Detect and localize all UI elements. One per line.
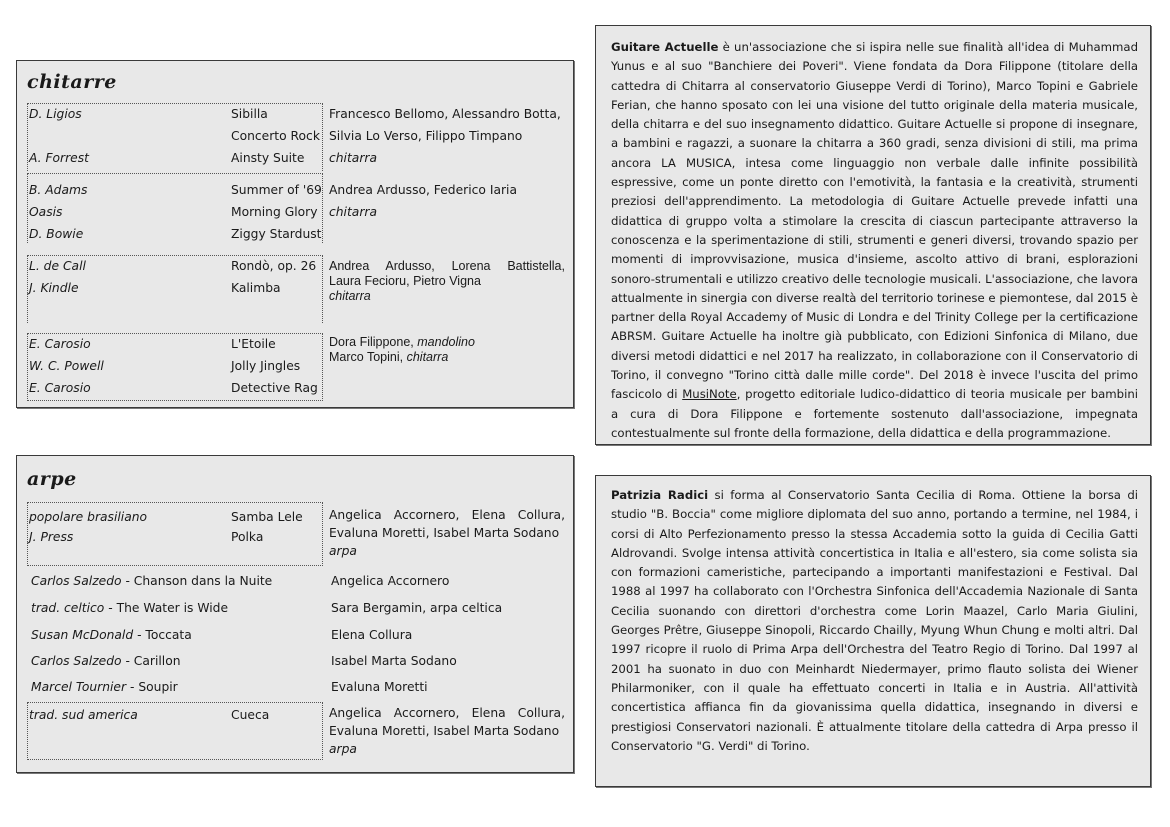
composer: E. Carosio <box>29 337 91 351</box>
guitare-actuelle-panel <box>595 25 1151 445</box>
performer: Sara Bergamin, arpa celtica <box>331 601 503 615</box>
instrument: arpa <box>329 544 357 558</box>
piece: Rondò, op. 26 <box>231 259 317 273</box>
performers: Silvia Lo Verso, Filippo Timpano <box>329 129 523 143</box>
bio-text: , progetto editoriale ludico-didattico di teoria musicale per bambini a cura di Dora Filippone e fortemente sostenuto dall'associazione, impegnata contestualmente sul fronte della formazione, della didattica e della programmazione. <box>611 387 1138 440</box>
composer: Oasis <box>29 205 63 219</box>
piece: - Toccata <box>133 628 192 642</box>
piece: Kalimba <box>231 281 281 295</box>
piece: Cueca <box>231 708 270 722</box>
piece: L'Etoile <box>231 337 276 351</box>
piece: Samba Lele <box>231 510 303 524</box>
composer: popolare brasiliano <box>29 510 148 524</box>
instrument: mandolino <box>417 335 475 349</box>
performers: Andrea Ardusso, Lorena Battistella, <box>329 259 565 273</box>
program-line <box>31 654 181 668</box>
patrizia-radici-panel <box>595 475 1151 787</box>
chitarre-title: chitarre <box>27 71 117 93</box>
piece: Summer of '69 <box>231 183 322 197</box>
performers-block <box>329 506 565 560</box>
composer: J. Kindle <box>29 281 79 295</box>
piece: - Soupir <box>126 680 178 694</box>
instrument: chitarra <box>329 205 377 219</box>
piece: Ainsty Suite <box>231 151 305 165</box>
program-line <box>31 601 228 615</box>
composer: W. C. Powell <box>29 359 104 373</box>
composer: A. Forrest <box>29 151 89 165</box>
composer: Marcel Tournier <box>31 680 127 694</box>
piece: - Carillon <box>121 654 181 668</box>
performer-line <box>329 350 565 365</box>
artist-name: Patrizia Radici <box>611 488 709 502</box>
instrument: chitarra <box>329 151 377 165</box>
composer: Susan McDonald <box>31 628 134 642</box>
piece: - The Water is Wide <box>104 601 229 615</box>
guitare-actuelle-bio <box>611 38 1138 443</box>
composer: L. de Call <box>29 259 86 273</box>
performer: Evaluna Moretti <box>331 680 428 694</box>
instrument: chitarra <box>329 289 371 303</box>
performer-line <box>329 335 565 350</box>
composer: Carlos Salzedo <box>31 574 122 588</box>
performer: Angelica Accornero <box>331 574 450 588</box>
performers: Evaluna Moretti, Isabel Marta Sodano <box>329 526 560 540</box>
piece: Sibilla <box>231 107 268 121</box>
piece: Jolly Jingles <box>231 359 301 373</box>
instrument: arpa <box>329 742 357 756</box>
performers-block <box>329 259 565 304</box>
composer: D. Ligios <box>29 107 82 121</box>
performers: Andrea Ardusso, Federico Iaria <box>329 183 517 197</box>
performer: Dora Filippone, <box>329 335 418 349</box>
performer: Marco Topini, <box>329 350 407 364</box>
bio-text: è un'associazione che si ispira nelle sue finalità all'idea di Muhammad Yunus e al suo "Banchiere dei Poveri". Viene fondata da Dora Filippone (titolare della cattedra di Chitarra al conservatorio Giuseppe Verdi di Torino), Marco Topini e Gabriele Ferian, che hanno sposato con lei una visione del tutto originale della materia musicale, della chitarra e del suo insegnamento didattico. Guitare Actuelle si propone di insegnare, a bambini e ragazzi, a suonare la chitarra a 360 gradi, senza divisioni di stili, ma prima ancora LA MUSICA, intesa come linguaggio non verbale dalle infinite possibilità espressive, come un ponte diretto con l'emotività, la fantasia e la creatività, strumenti preziosi dell'apprendimento. La metodologia di Guitare Actuelle prevede infatti una didattica di gruppo volta a stimolare la crescita di ciascun partecipante attraverso la conoscenza e la sperimentazione di stili, strumenti e generi diversi, trovando spazio per momenti di improvvisazione, musica d'insieme, ascolto attivo di brani, esplorazioni sonoro-strumentali e utilizzo creativo delle tecnologie musicali. L'associazione, che lavora attualmente in sinergia con diverse realtà del territorio torinese e piemontese, dal 2015 è partner della Royal Accademy of Music di Londra e del Trinity College per la certificazione ABRSM. Guitare Actuelle ha inoltre già pubblicato, con Edizioni Sinfonica di Milano, due diversi metodi didattici e nel 2017 ha realizzato, in collaborazione con il Conservatorio di Torino, il convegno "Torino città dalle mille corde". Del 2018 è invece l'uscita del primo fascicolo di <box>611 40 1138 402</box>
arpe-panel <box>16 455 574 773</box>
composer: Carlos Salzedo <box>31 654 122 668</box>
piece: Detective Rag <box>231 381 318 395</box>
program-line <box>31 680 178 694</box>
performers-block <box>329 335 565 365</box>
instrument: chitarra <box>406 350 449 364</box>
performers-block <box>329 704 565 758</box>
program-line <box>31 628 192 642</box>
composer: trad. sud america <box>29 708 138 722</box>
chitarre-panel <box>16 60 574 408</box>
performer: Elena Collura <box>331 628 413 642</box>
performers: Angelica Accornero, Elena Collura, <box>329 706 565 720</box>
association-name: Guitare Actuelle <box>611 40 719 54</box>
piece: - Chanson dans la Nuite <box>121 574 273 588</box>
composer: B. Adams <box>29 183 88 197</box>
piece: Ziggy Stardust <box>231 227 322 241</box>
composer: D. Bowie <box>29 227 84 241</box>
performers: Laura Fecioru, Pietro Vigna <box>329 274 481 288</box>
performer: Isabel Marta Sodano <box>331 654 457 668</box>
bio-text: si forma al Conservatorio Santa Cecilia di Roma. Ottiene la borsa di studio "B. Boccia" come migliore diplomata del suo anno, portando a termine, nel 1984, i corsi di Alto Perfezionamento presso la stessa Accademia sotto la guida di Cecilia Gatti Aldrovandi. Svolge intensa attività concertistica in Italia e all'estero, sia come solista sia con formazioni cameristiche, partecipando a importanti manifestazioni e Festival. Dal 1988 al 1997 ha collaborato con l'Orchestra Sinfonica dell'Accademia Nazionale di Santa Cecilia suonando con direttori d'orchestra come Lorin Maazel, Carlo Maria Giulini, Georges Prêtre, Giuseppe Sinopoli, Riccardo Chailly, Myung Whun Chung e molti altri. Dal 1997 ricopre il ruolo di Prima Arpa dell'Orchestra del Teatro Regio di Torino. Dal 1997 al 2001 ha suonato in duo con Meinhardt Niedermayer, primo flauto solista dei Wiener Philarmoniker, con il quale ha effettuato concerti in Italia e in Austria. All'attività concertistica affianca fin da giovanissima quella didattica, insegnando in diversi e prestigiosi Conservatori nazionali. È attualmente titolare della cattedra di Arpa presso il Conservatorio "G. Verdi" di Torino. <box>611 488 1139 753</box>
performers: Angelica Accornero, Elena Collura, <box>329 508 565 522</box>
piece: Concerto Rock <box>231 129 320 143</box>
composer: trad. celtico <box>31 601 105 615</box>
program-line <box>31 574 272 588</box>
performers: Francesco Bellomo, Alessandro Botta, <box>329 107 561 121</box>
patrizia-radici-bio <box>611 486 1138 756</box>
composer: E. Carosio <box>29 381 91 395</box>
piece: Morning Glory <box>231 205 318 219</box>
performers: Evaluna Moretti, Isabel Marta Sodano <box>329 724 560 738</box>
piece: Polka <box>231 530 264 544</box>
composer: J. Press <box>29 530 74 544</box>
musinote-link[interactable]: MusiNote <box>682 387 737 402</box>
arpe-title: arpe <box>27 468 77 490</box>
